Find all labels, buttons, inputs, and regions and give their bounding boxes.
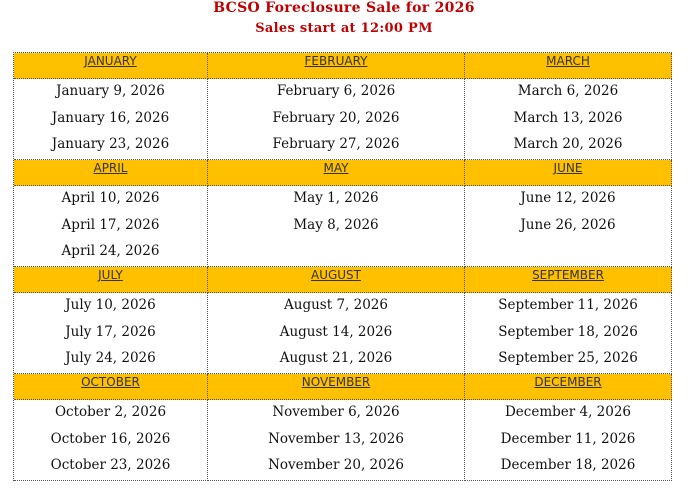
month-dates-august bbox=[208, 293, 465, 374]
month-header-september: SEPTEMBER bbox=[465, 267, 672, 293]
sale-date: March 20, 2026 bbox=[513, 136, 623, 152]
date-row bbox=[14, 400, 672, 481]
sale-date: July 10, 2026 bbox=[65, 297, 156, 313]
sale-date: January 9, 2026 bbox=[56, 83, 165, 99]
month-header-october: OCTOBER bbox=[14, 374, 208, 400]
sale-date: January 16, 2026 bbox=[51, 109, 170, 126]
sale-date: February 27, 2026 bbox=[272, 136, 400, 152]
sale-date: November 6, 2026 bbox=[272, 404, 400, 420]
date-row bbox=[14, 79, 672, 160]
month-dates-november bbox=[208, 400, 465, 481]
sale-date: August 21, 2026 bbox=[279, 350, 393, 366]
sale-date: May 8, 2026 bbox=[293, 216, 379, 233]
month-header-february: FEBRUARY bbox=[208, 53, 465, 79]
month-dates-june bbox=[465, 186, 672, 267]
sale-date: December 18, 2026 bbox=[500, 457, 636, 473]
month-header-row bbox=[14, 160, 672, 186]
month-header-november: NOVEMBER bbox=[208, 374, 465, 400]
month-header-august: AUGUST bbox=[208, 267, 465, 293]
date-row bbox=[14, 186, 672, 267]
sale-date: September 11, 2026 bbox=[498, 297, 638, 313]
page-title: BCSO Foreclosure Sale for 2026 bbox=[213, 0, 475, 16]
month-header-june: JUNE bbox=[465, 160, 672, 186]
sale-date: February 20, 2026 bbox=[272, 109, 400, 126]
sale-date: March 6, 2026 bbox=[517, 83, 619, 99]
month-header-january: JANUARY bbox=[14, 53, 208, 79]
month-dates-april bbox=[14, 186, 208, 267]
month-header-may: MAY bbox=[208, 160, 465, 186]
month-header-april: APRIL bbox=[14, 160, 208, 186]
month-header-row bbox=[14, 374, 672, 400]
sale-date: July 24, 2026 bbox=[65, 350, 156, 366]
sale-date: March 13, 2026 bbox=[513, 109, 623, 126]
month-header-row bbox=[14, 267, 672, 293]
sale-date: February 6, 2026 bbox=[276, 83, 396, 99]
sale-date: October 16, 2026 bbox=[50, 430, 171, 447]
month-dates-february bbox=[208, 79, 465, 160]
month-dates-september bbox=[465, 293, 672, 374]
sale-date: April 24, 2026 bbox=[61, 243, 160, 259]
month-header-march: MARCH bbox=[465, 53, 672, 79]
sale-date: September 18, 2026 bbox=[498, 323, 638, 340]
date-row bbox=[14, 293, 672, 374]
sale-date: April 17, 2026 bbox=[61, 216, 160, 233]
sale-date: October 2, 2026 bbox=[54, 404, 167, 420]
sale-date: November 20, 2026 bbox=[268, 457, 404, 473]
sale-date: July 17, 2026 bbox=[65, 323, 156, 340]
month-dates-march bbox=[465, 79, 672, 160]
page-subtitle: Sales start at 12:00 PM bbox=[255, 21, 433, 36]
sale-date: November 13, 2026 bbox=[268, 430, 404, 447]
sale-date: September 25, 2026 bbox=[498, 350, 638, 366]
month-dates-december bbox=[465, 400, 672, 481]
sale-date: May 1, 2026 bbox=[293, 190, 379, 206]
sale-date: June 12, 2026 bbox=[520, 190, 616, 206]
sale-date: January 23, 2026 bbox=[51, 136, 170, 152]
sale-date: October 23, 2026 bbox=[50, 457, 171, 473]
month-dates-october bbox=[14, 400, 208, 481]
sale-date: August 7, 2026 bbox=[284, 297, 388, 313]
sale-date: August 14, 2026 bbox=[279, 323, 393, 340]
sale-date: December 4, 2026 bbox=[504, 404, 632, 420]
sale-date: December 11, 2026 bbox=[500, 430, 636, 447]
month-dates-may bbox=[208, 186, 465, 267]
month-header-july: JULY bbox=[14, 267, 208, 293]
month-dates-july bbox=[14, 293, 208, 374]
sale-date: June 26, 2026 bbox=[520, 216, 616, 233]
month-dates-january bbox=[14, 79, 208, 160]
month-header-december: DECEMBER bbox=[465, 374, 672, 400]
month-header-row bbox=[14, 53, 672, 79]
sale-schedule-table bbox=[13, 52, 672, 481]
sale-date: April 10, 2026 bbox=[61, 190, 160, 206]
